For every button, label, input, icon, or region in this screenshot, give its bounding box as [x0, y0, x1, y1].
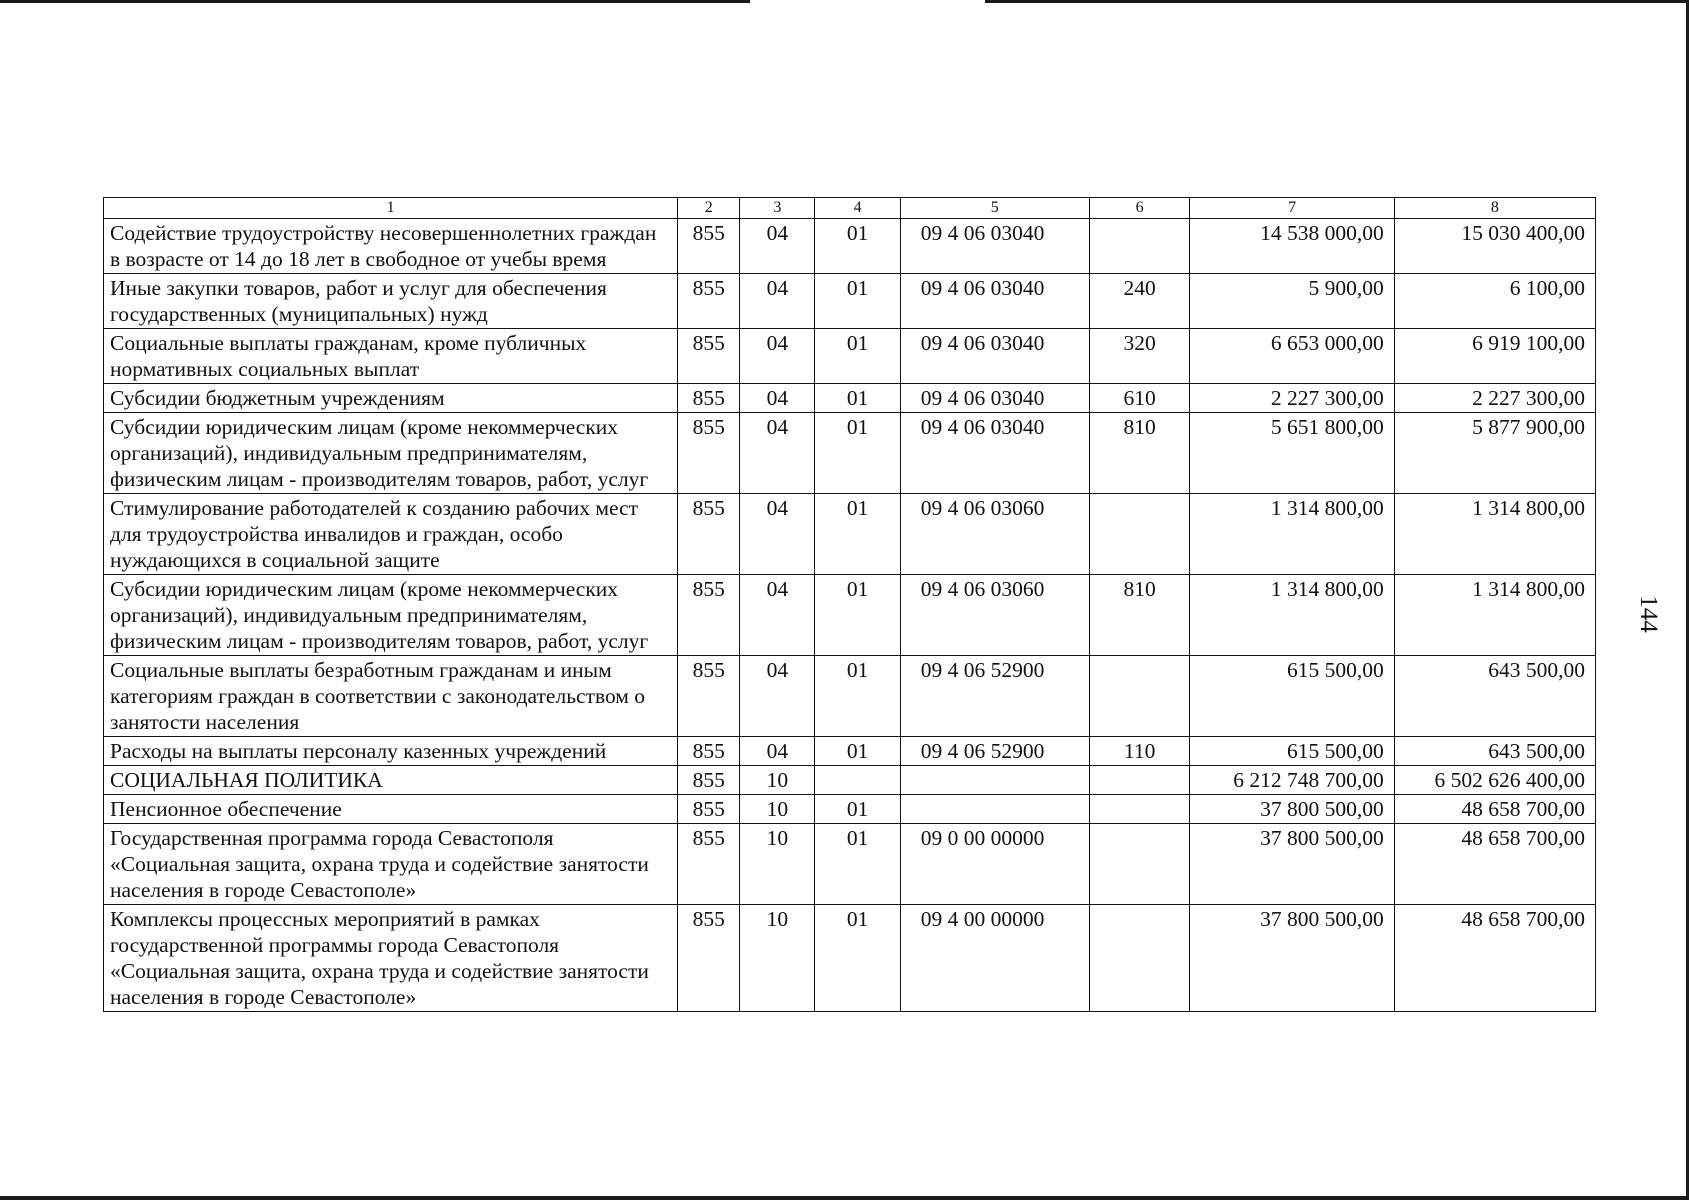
- cell-grbs: 855: [678, 905, 740, 1012]
- cell-target-article: [900, 766, 1089, 795]
- cell-amount-year1: 14 538 000,00: [1190, 219, 1394, 274]
- cell-target-article: 09 4 06 03040: [900, 384, 1089, 413]
- cell-amount-year1: 37 800 500,00: [1190, 795, 1394, 824]
- header-cell: 5: [900, 198, 1089, 219]
- cell-expense-type: [1089, 656, 1190, 737]
- cell-name: Субсидии юридическим лицам (кроме некоммерческих организаций), индивидуальным предпринимателям, физическим лицам - производителям товаров, работ, услуг: [104, 575, 678, 656]
- cell-target-article: 09 4 06 03060: [900, 575, 1089, 656]
- cell-name: Государственная программа города Севастополя «Социальная защита, охрана труда и содействие занятости населения в городе Севастополе»: [104, 824, 678, 905]
- cell-name: Стимулирование работодателей к созданию рабочих мест для трудоустройства инвалидов и граждан, особо нуждающихся в социальной защите: [104, 494, 678, 575]
- cell-subsection: 01: [815, 384, 900, 413]
- cell-name: Субсидии юридическим лицам (кроме некоммерческих организаций), индивидуальным предпринимателям, физическим лицам - производителям товаров, работ, услуг: [104, 413, 678, 494]
- cell-grbs: 855: [678, 494, 740, 575]
- header-cell: 7: [1190, 198, 1394, 219]
- cell-amount-year1: 6 212 748 700,00: [1190, 766, 1394, 795]
- table-row: [104, 274, 1596, 329]
- cell-amount-year2: 643 500,00: [1394, 737, 1595, 766]
- cell-subsection: 01: [815, 219, 900, 274]
- table-row: [104, 384, 1596, 413]
- cell-name: Иные закупки товаров, работ и услуг для обеспечения государственных (муниципальных) нужд: [104, 274, 678, 329]
- cell-target-article: 09 4 06 03040: [900, 274, 1089, 329]
- cell-amount-year2: 48 658 700,00: [1394, 824, 1595, 905]
- cell-name: Социальные выплаты безработным гражданам и иным категориям граждан в соответствии с законодательством о занятости населения: [104, 656, 678, 737]
- cell-expense-type: [1089, 795, 1190, 824]
- table-row: [104, 737, 1596, 766]
- cell-expense-type: 610: [1089, 384, 1190, 413]
- header-cell: 3: [740, 198, 815, 219]
- table-row: [104, 575, 1596, 656]
- cell-subsection: 01: [815, 413, 900, 494]
- cell-grbs: 855: [678, 413, 740, 494]
- header-cell: 2: [678, 198, 740, 219]
- cell-target-article: 09 4 06 03060: [900, 494, 1089, 575]
- cell-expense-type: [1089, 219, 1190, 274]
- cell-amount-year1: 1 314 800,00: [1190, 575, 1394, 656]
- table-row: [104, 494, 1596, 575]
- cell-amount-year2: 6 919 100,00: [1394, 329, 1595, 384]
- cell-target-article: 09 4 06 52900: [900, 656, 1089, 737]
- cell-grbs: 855: [678, 575, 740, 656]
- cell-amount-year1: 6 653 000,00: [1190, 329, 1394, 384]
- cell-amount-year1: 615 500,00: [1190, 656, 1394, 737]
- cell-section: 04: [740, 494, 815, 575]
- cell-grbs: 855: [678, 795, 740, 824]
- cell-name: СОЦИАЛЬНАЯ ПОЛИТИКА: [104, 766, 678, 795]
- cell-amount-year1: 615 500,00: [1190, 737, 1394, 766]
- cell-section: 04: [740, 737, 815, 766]
- cell-amount-year1: 5 651 800,00: [1190, 413, 1394, 494]
- cell-expense-type: [1089, 824, 1190, 905]
- header-cell: 8: [1394, 198, 1595, 219]
- cell-amount-year2: 15 030 400,00: [1394, 219, 1595, 274]
- cell-subsection: 01: [815, 905, 900, 1012]
- cell-section: 10: [740, 824, 815, 905]
- cell-target-article: 09 4 00 00000: [900, 905, 1089, 1012]
- cell-name: Пенсионное обеспечение: [104, 795, 678, 824]
- cell-grbs: 855: [678, 656, 740, 737]
- cell-expense-type: [1089, 905, 1190, 1012]
- cell-section: 04: [740, 413, 815, 494]
- cell-name: Содействие трудоустройству несовершеннолетних граждан в возрасте от 14 до 18 лет в свободное от учебы время: [104, 219, 678, 274]
- cell-amount-year2: 2 227 300,00: [1394, 384, 1595, 413]
- cell-grbs: 855: [678, 824, 740, 905]
- cell-amount-year1: 2 227 300,00: [1190, 384, 1394, 413]
- scan-edge-top-left: [0, 0, 750, 3]
- cell-amount-year1: 1 314 800,00: [1190, 494, 1394, 575]
- table-row: [104, 413, 1596, 494]
- cell-expense-type: 240: [1089, 274, 1190, 329]
- cell-name: Субсидии бюджетным учреждениям: [104, 384, 678, 413]
- cell-grbs: 855: [678, 219, 740, 274]
- cell-target-article: 09 4 06 03040: [900, 413, 1089, 494]
- cell-amount-year2: 48 658 700,00: [1394, 905, 1595, 1012]
- table-row: [104, 824, 1596, 905]
- cell-amount-year2: 5 877 900,00: [1394, 413, 1595, 494]
- cell-expense-type: 810: [1089, 413, 1190, 494]
- table-row: [104, 329, 1596, 384]
- cell-amount-year2: 1 314 800,00: [1394, 494, 1595, 575]
- table-row: [104, 219, 1596, 274]
- cell-subsection: [815, 766, 900, 795]
- cell-name: Расходы на выплаты персоналу казенных учреждений: [104, 737, 678, 766]
- cell-section: 04: [740, 329, 815, 384]
- scan-edge-top-right: [985, 0, 1689, 3]
- cell-subsection: 01: [815, 329, 900, 384]
- header-row: [104, 198, 1596, 219]
- budget-table: [103, 197, 1596, 1012]
- cell-target-article: 09 4 06 03040: [900, 329, 1089, 384]
- cell-amount-year1: 37 800 500,00: [1190, 905, 1394, 1012]
- cell-section: 04: [740, 575, 815, 656]
- cell-expense-type: [1089, 494, 1190, 575]
- cell-amount-year2: 6 100,00: [1394, 274, 1595, 329]
- cell-subsection: 01: [815, 824, 900, 905]
- cell-amount-year1: 37 800 500,00: [1190, 824, 1394, 905]
- cell-section: 10: [740, 766, 815, 795]
- header-cell: 6: [1089, 198, 1190, 219]
- cell-expense-type: 810: [1089, 575, 1190, 656]
- cell-subsection: 01: [815, 795, 900, 824]
- cell-amount-year2: 6 502 626 400,00: [1394, 766, 1595, 795]
- table-row: [104, 905, 1596, 1012]
- cell-section: 10: [740, 905, 815, 1012]
- cell-subsection: 01: [815, 575, 900, 656]
- cell-amount-year1: 5 900,00: [1190, 274, 1394, 329]
- cell-grbs: 855: [678, 329, 740, 384]
- cell-section: 10: [740, 795, 815, 824]
- cell-target-article: 09 4 06 52900: [900, 737, 1089, 766]
- table-row: [104, 656, 1596, 737]
- scan-edge-bottom: [0, 1196, 1689, 1200]
- cell-grbs: 855: [678, 766, 740, 795]
- cell-grbs: 855: [678, 274, 740, 329]
- cell-section: 04: [740, 219, 815, 274]
- cell-subsection: 01: [815, 737, 900, 766]
- cell-section: 04: [740, 274, 815, 329]
- cell-target-article: [900, 795, 1089, 824]
- cell-grbs: 855: [678, 737, 740, 766]
- cell-grbs: 855: [678, 384, 740, 413]
- cell-amount-year2: 643 500,00: [1394, 656, 1595, 737]
- cell-expense-type: 110: [1089, 737, 1190, 766]
- table-row: [104, 795, 1596, 824]
- cell-subsection: 01: [815, 274, 900, 329]
- cell-target-article: 09 4 06 03040: [900, 219, 1089, 274]
- cell-section: 04: [740, 384, 815, 413]
- cell-target-article: 09 0 00 00000: [900, 824, 1089, 905]
- cell-amount-year2: 1 314 800,00: [1394, 575, 1595, 656]
- header-cell: 4: [815, 198, 900, 219]
- cell-expense-type: 320: [1089, 329, 1190, 384]
- cell-subsection: 01: [815, 494, 900, 575]
- cell-name: Комплексы процессных мероприятий в рамках государственной программы города Севастополя «Социальная защита, охрана труда и содействие занятости населения в городе Севастополе»: [104, 905, 678, 1012]
- header-cell: 1: [104, 198, 678, 219]
- cell-subsection: 01: [815, 656, 900, 737]
- cell-amount-year2: 48 658 700,00: [1394, 795, 1595, 824]
- cell-expense-type: [1089, 766, 1190, 795]
- cell-name: Социальные выплаты гражданам, кроме публичных нормативных социальных выплат: [104, 329, 678, 384]
- page-number: 144: [1635, 595, 1662, 633]
- table-row: [104, 766, 1596, 795]
- cell-section: 04: [740, 656, 815, 737]
